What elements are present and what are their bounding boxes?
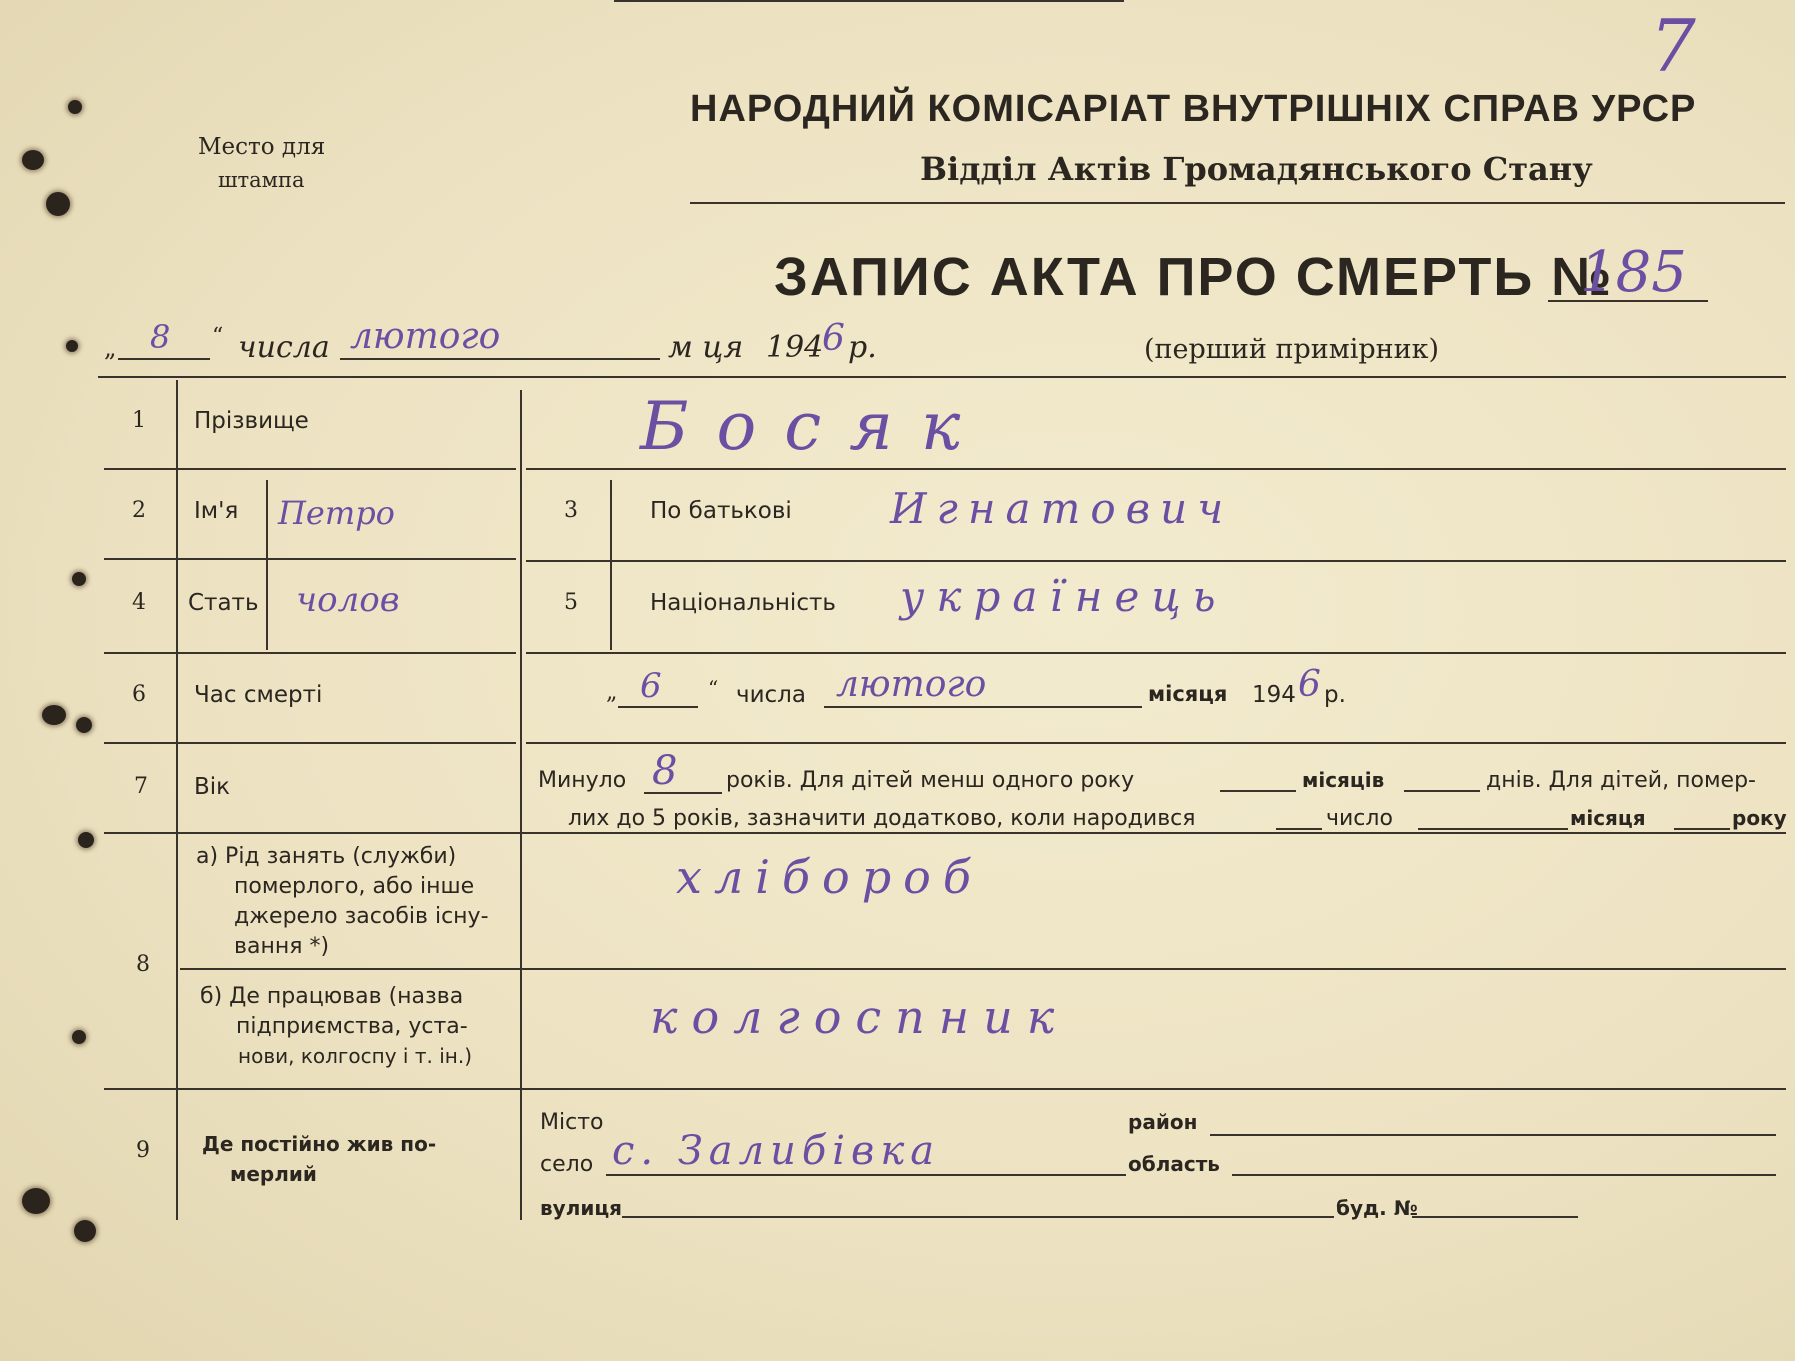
field-6-label: Час смерті <box>194 682 323 708</box>
field-2-number: 2 <box>132 498 146 523</box>
punch-hole <box>22 150 44 170</box>
field-6-day: 6 <box>640 666 662 706</box>
field-9-village: село <box>540 1152 594 1177</box>
field-6-month: лютого <box>836 664 987 705</box>
punch-hole <box>22 1188 50 1214</box>
f7-months-line <box>1220 790 1296 792</box>
row-rule-3r <box>526 652 1786 654</box>
row-rule-3 <box>104 652 516 654</box>
f7-chislo-line <box>1418 828 1568 830</box>
quote-close: “ <box>212 324 224 349</box>
field-3-number: 3 <box>564 498 578 523</box>
f9-city-line <box>614 0 1124 2</box>
field-7-label: Вік <box>194 774 231 800</box>
f9-street-line <box>622 1216 1334 1218</box>
field-9-village-value: с. Залибівка <box>612 1128 941 1174</box>
field-6-month-label: місяця <box>1148 682 1228 706</box>
field-8b-value: колгоспник <box>650 990 1069 1044</box>
field-6-year-digit: 6 <box>1298 664 1321 705</box>
punch-hole <box>72 572 86 586</box>
field-7-number: 7 <box>134 774 148 799</box>
corner-mark: 7 <box>1650 4 1696 88</box>
field-2-value: Петро <box>278 494 395 532</box>
field-5-label: Національність <box>650 590 836 616</box>
row-rule-4r <box>526 742 1786 744</box>
f6-quote-open: „ <box>606 680 618 705</box>
field-3-label: По батькові <box>650 498 792 524</box>
f7-misyatsya-line <box>1674 828 1730 830</box>
field-8b-label-3: нови, колгоспу і т. ін.) <box>238 1044 472 1068</box>
f7-born-line <box>1276 828 1322 830</box>
date-year-suffix: р. <box>848 330 877 365</box>
f6-month-line <box>824 706 1142 708</box>
date-day-line <box>118 358 210 360</box>
f9-village-line <box>606 1174 1126 1176</box>
field-4-label: Стать <box>188 590 259 616</box>
date-day-label: числа <box>238 330 330 365</box>
field-9-house: буд. № <box>1336 1196 1418 1220</box>
field-8a-label-4: вання *) <box>234 934 330 959</box>
field-1-number: 1 <box>132 408 146 433</box>
f6-day-line <box>618 706 698 708</box>
row-rule-7 <box>104 1088 1786 1090</box>
date-month-line <box>340 358 660 360</box>
date-day: 8 <box>150 318 171 356</box>
f9-district-line <box>1210 1134 1776 1136</box>
field-4-value: чолов <box>296 580 400 620</box>
punch-hole <box>66 340 78 352</box>
f9-region-line <box>1232 1174 1776 1176</box>
field-6-day-label: числа <box>736 682 806 708</box>
quote-open: „ <box>104 334 117 362</box>
field-6-number: 6 <box>132 682 146 707</box>
col-num-divider <box>176 380 178 1220</box>
field-7-years: 8 <box>652 748 678 794</box>
col-main-divider <box>520 390 522 1220</box>
punch-hole <box>78 832 94 848</box>
field-6-year-suffix: р. <box>1324 682 1346 708</box>
field-7-days: днів. Для дітей, помер- <box>1486 768 1756 793</box>
field-1-label: Прізвище <box>194 408 309 434</box>
field-7-misyatsya: місяця <box>1570 806 1646 830</box>
field-8b-label-2: підприємства, уста- <box>236 1014 468 1039</box>
field-8-number: 8 <box>136 952 150 977</box>
field-5-number: 5 <box>564 590 578 615</box>
field-9-street: вулиця <box>540 1196 623 1220</box>
col-sub-divider-right <box>610 480 612 650</box>
row-rule-6 <box>180 968 1786 970</box>
date-year-digit: 6 <box>822 318 845 359</box>
stamp-place-line-2: штампа <box>218 168 305 192</box>
f7-days-line <box>1404 790 1480 792</box>
field-6-year-prefix: 194 <box>1252 682 1296 708</box>
row-rule-1r <box>526 468 1786 470</box>
field-8a-label-3: джерело засобів існу- <box>234 904 489 929</box>
field-2-label: Ім'я <box>194 498 239 524</box>
row-rule-4 <box>104 742 516 744</box>
field-9-city: Місто <box>540 1110 604 1135</box>
f6-quote-close: “ <box>708 676 719 700</box>
field-7-line1: років. Для дітей менш одного року <box>726 768 1135 793</box>
punch-hole <box>74 1220 96 1242</box>
field-1-value: Босяк <box>640 388 989 465</box>
table-top-rule <box>98 376 1786 378</box>
punch-hole <box>68 100 82 114</box>
field-8a-label-1: а) Рід занять (служби) <box>196 844 457 869</box>
field-7-chislo: число <box>1326 806 1393 831</box>
row-rule-2 <box>104 558 516 560</box>
field-9-region: область <box>1128 1152 1220 1176</box>
field-8b-label-1: б) Де працював (назва <box>200 984 464 1009</box>
field-9-label-2: мерлий <box>230 1162 317 1186</box>
row-rule-2r <box>526 560 1786 562</box>
row-rule-1 <box>104 468 516 470</box>
field-5-value: українець <box>900 572 1228 621</box>
record-number: 185 <box>1580 240 1687 305</box>
field-3-value: Игнатович <box>890 484 1234 533</box>
punch-hole <box>72 1030 86 1044</box>
punch-hole <box>76 717 92 733</box>
header-rule <box>690 202 1785 204</box>
f9-house-line <box>1412 1216 1578 1218</box>
punch-hole <box>46 192 70 216</box>
department-title: Відділ Актів Громадянського Стану <box>920 150 1593 188</box>
field-7-line2: лих до 5 років, зазначити додатково, коли народився <box>568 806 1196 831</box>
date-month: лютого <box>350 316 501 357</box>
record-number-line <box>1548 300 1708 302</box>
copy-note: (перший примірник) <box>1144 334 1440 365</box>
date-year-prefix: 194 <box>766 330 824 365</box>
field-7-months: місяців <box>1302 768 1385 792</box>
field-7-roku: року <box>1732 806 1787 830</box>
field-9-district: район <box>1128 1110 1198 1134</box>
field-4-number: 4 <box>132 590 146 615</box>
stamp-place-line-1: Место для <box>198 134 326 160</box>
ministry-title: НАРОДНИЙ КОМІСАРІАТ ВНУТРІШНІХ СПРАВ УРСР <box>690 88 1697 130</box>
record-title: ЗАПИС АКТА ПРО СМЕРТЬ № <box>774 247 1614 307</box>
punch-hole <box>42 705 66 725</box>
field-9-number: 9 <box>136 1138 150 1163</box>
field-8a-label-2: померлого, або інше <box>234 874 475 899</box>
field-7-passed: Минуло <box>538 768 627 793</box>
date-month-label: м ця <box>668 330 744 365</box>
col-sub-divider-left <box>266 480 268 650</box>
field-8a-value: хлібороб <box>676 850 983 904</box>
field-9-label-1: Де постійно жив по- <box>202 1132 437 1156</box>
